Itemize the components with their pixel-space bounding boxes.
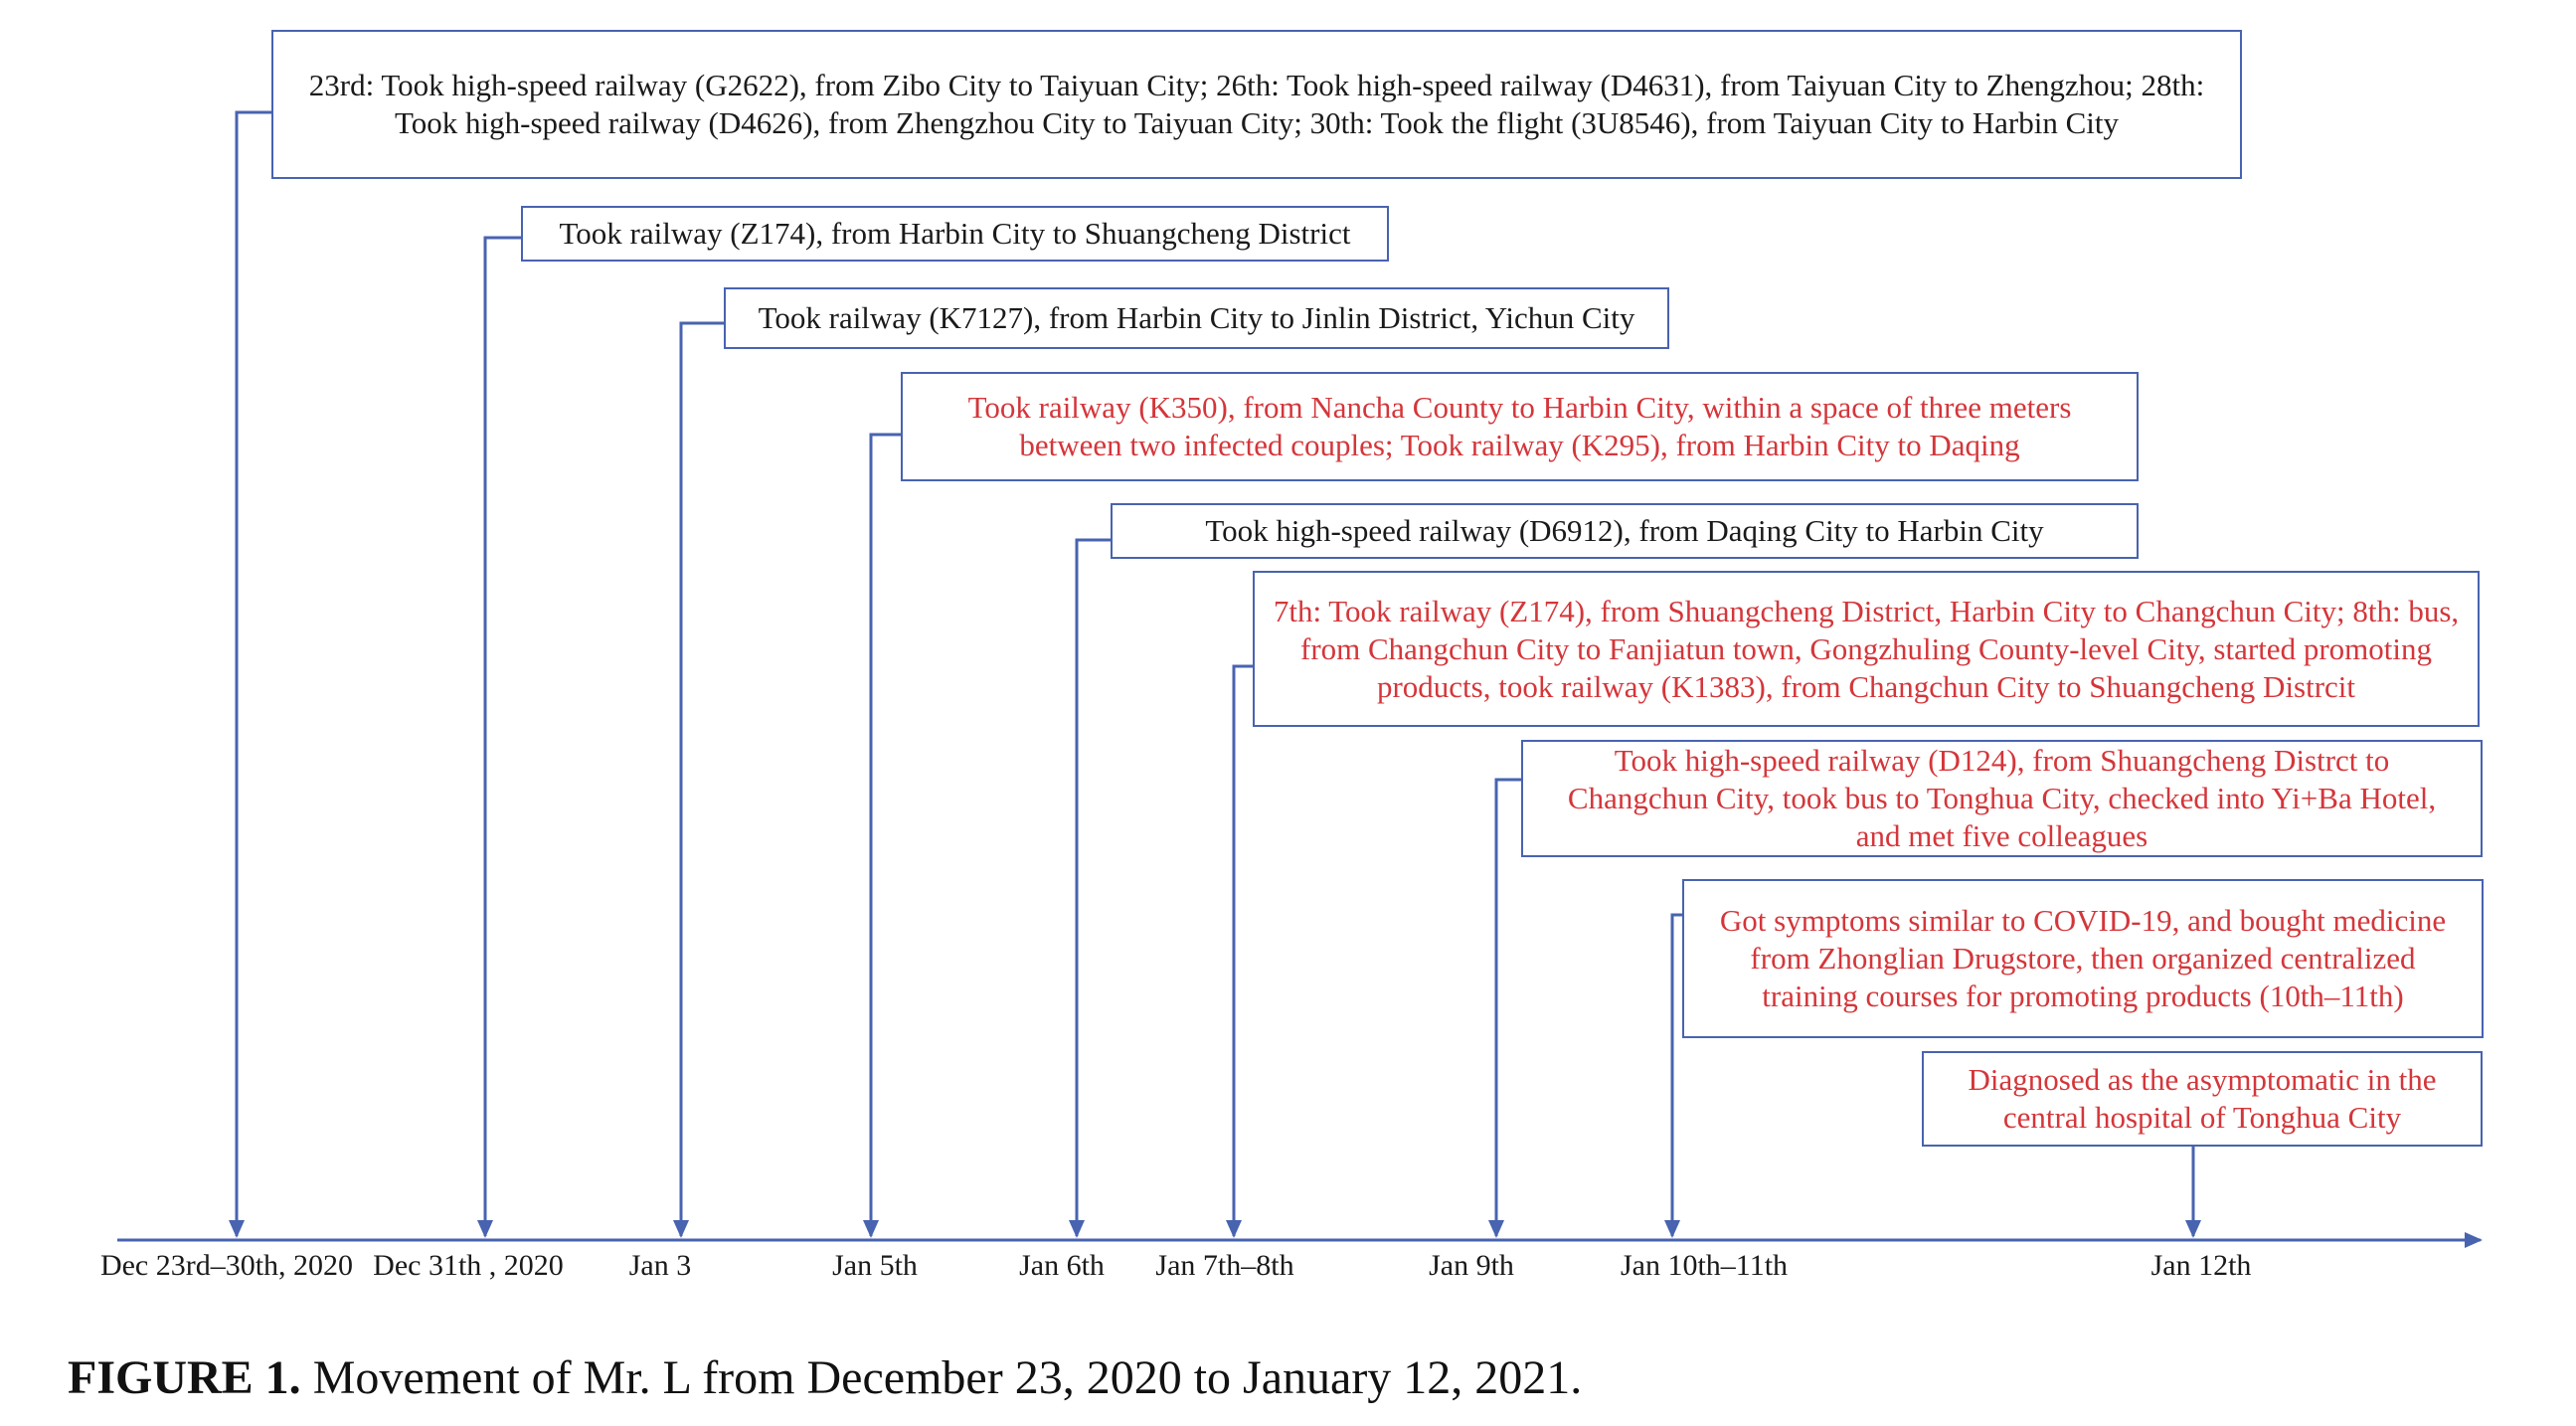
timeline-date-label: Jan 10th–11th xyxy=(1620,1249,1789,1282)
event-connector-arrow xyxy=(1496,780,1521,1236)
event-box xyxy=(1521,740,2483,857)
event-connector-arrow xyxy=(1672,915,1682,1236)
timeline-date-label: Jan 12th xyxy=(2150,1249,2252,1282)
timeline-date-label: Jan 7th–8th xyxy=(1155,1249,1294,1282)
event-box xyxy=(901,372,2139,481)
event-box xyxy=(1111,503,2139,559)
event-connector-arrow xyxy=(485,238,521,1236)
timeline-date-label: Jan 6th xyxy=(1019,1249,1105,1282)
timeline-date-label: Dec 23rd–30th, 2020 xyxy=(99,1249,354,1282)
event-text: 7th: Took railway (Z174), from Shuangcheng District, Harbin City to Changchun City; 8th: bus, from Changchun City to Fanjiatun town, Gongzhuling County-level City, started promoting products, took railway (K1383), from Changchun City to Shuangcheng Distrcit xyxy=(1273,593,2460,704)
event-text: Got symptoms similar to COVID-19, and bought medicine from Zhonglian Drugstore, then organized centralized training courses for promoting products (10th–11th) xyxy=(1719,903,2447,1013)
figure-caption xyxy=(68,1350,1582,1405)
event-box xyxy=(1253,571,2480,727)
timeline-date-label: Dec 31th , 2020 xyxy=(373,1249,564,1282)
event-connector-arrow xyxy=(681,323,724,1236)
event-text: Took railway (K7127), from Harbin City to Jinlin District, Yichun City xyxy=(758,300,1635,335)
timeline-date-label: Jan 9th xyxy=(1429,1249,1514,1282)
event-connector-arrow xyxy=(871,435,901,1236)
event-text: Took high-speed railway (D6912), from Daqing City to Harbin City xyxy=(1205,513,2044,548)
event-box xyxy=(724,287,1669,349)
event-connector-arrow xyxy=(237,112,271,1236)
event-text: 23rd: Took high-speed railway (G2622), from Zibo City to Taiyuan City; 26th: Took high-speed railway (D4631), from Taiyuan City to Zhengzhou; 28th: Took high-speed railway (D4626), from Zhengzhou City to Taiyuan City; 30th: Took the flight (3U8546), from Taiyuan City to Harbin City xyxy=(308,68,2205,140)
event-text: Took high-speed railway (D124), from Shuangcheng Distrct to Changchun City, took bus to Tonghua City, checked into Yi+Ba Hotel, and met five colleagues xyxy=(1567,743,2437,853)
caption-label: FIGURE 1. xyxy=(68,1351,301,1404)
caption-text: Movement of Mr. L from December 23, 2020 to January 12, 2021. xyxy=(312,1351,1583,1404)
timeline-date-label: Jan 5th xyxy=(832,1249,918,1282)
event-box xyxy=(271,30,2242,179)
event-box xyxy=(1922,1051,2483,1147)
event-connector-arrow xyxy=(1077,540,1111,1236)
event-text: Took railway (Z174), from Harbin City to Shuangcheng District xyxy=(559,216,1351,251)
event-connector-arrow xyxy=(1234,666,1253,1236)
event-text: Diagnosed as the asymptomatic in the central hospital of Tonghua City xyxy=(1968,1062,2437,1135)
event-box xyxy=(521,206,1389,262)
event-box xyxy=(1682,879,2484,1038)
timeline-date-label: Jan 3 xyxy=(628,1249,692,1282)
event-text: Took railway (K350), from Nancha County to Harbin City, within a space of three meters between two infected couples; Took railway (K295), from Harbin City to Daqing xyxy=(967,390,2072,462)
